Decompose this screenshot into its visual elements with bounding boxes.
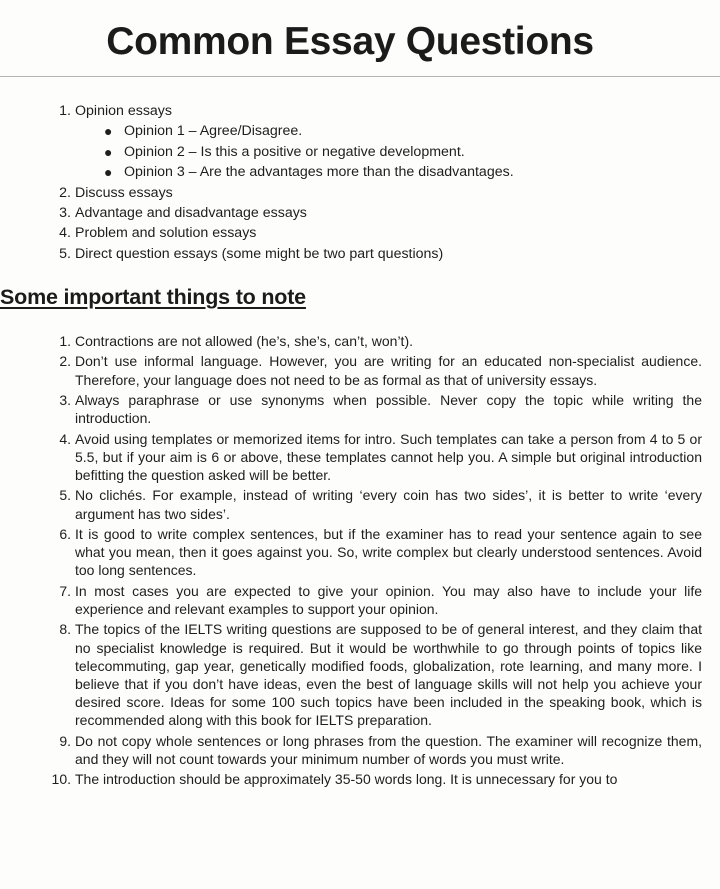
note-item [59, 430, 702, 485]
sub-item [75, 142, 695, 162]
item-number: 5. [59, 245, 71, 262]
note-text: It is good to write complex sentences, but if the examiner has to read your sentence again to see what you mean, then it goes against you. So, write complex but clearly understood sentences. Avoid too long sentences. [75, 525, 702, 579]
note-text: Contractions are not allowed (he’s, she’s, can’t, won’t). [75, 333, 413, 349]
item-text: Discuss essays [75, 184, 173, 201]
item-number: 6. [59, 525, 71, 542]
item-number: 3. [59, 205, 71, 222]
item-text: Advantage and disadvantage essays [75, 205, 307, 222]
note-text: Always paraphrase or use synonyms when possible. Never copy the topic while writing the introduction. [75, 391, 702, 427]
item-number: 2. [59, 353, 71, 370]
note-item [59, 620, 702, 729]
item-number: 3. [59, 391, 71, 408]
bullet-icon: ● [104, 143, 113, 160]
note-text: In most cases you are expected to give your opinion. You may also have to include your life experience and relevant examples to support your opinion. [75, 582, 702, 617]
list-item [59, 244, 695, 264]
item-number: 7. [59, 582, 71, 599]
list-item [59, 203, 695, 223]
item-text: Opinion essays [75, 103, 172, 119]
note-item [59, 525, 702, 580]
list-item [59, 223, 695, 243]
bullet-icon: ● [104, 123, 113, 140]
item-number: 4. [59, 430, 71, 447]
sub-item [75, 162, 695, 182]
note-item [59, 582, 702, 618]
section-heading: Some important things to note [0, 285, 306, 309]
item-number: 1. [59, 103, 71, 119]
item-number: 4. [59, 225, 71, 242]
essay-types-list [59, 101, 695, 264]
item-number: 1. [59, 333, 71, 349]
sub-item-text: Opinion 1 – Agree/Disagree. [124, 123, 303, 140]
page-title: Common Essay Questions [106, 20, 594, 63]
item-number: 10. [51, 771, 71, 788]
list-item [59, 101, 695, 183]
opinion-subtypes-list [75, 121, 695, 182]
sub-item-text: Opinion 3 – Are the advantages more than the disadvantages. [124, 164, 514, 181]
note-text: Avoid using templates or memorized items for intro. Such templates can take a person from 4 to 5 or 5.5, but if your aim is 6 or above, these templates cannot help you. A simple but original introduction befitting the question asked will be better. [75, 430, 702, 483]
note-item [59, 486, 702, 522]
note-item [59, 391, 702, 427]
sub-item [75, 121, 695, 141]
note-text: The introduction should be approximately 35-50 words long. It is unnecessary for you to [75, 771, 618, 788]
item-number: 5. [59, 487, 71, 504]
title-divider [0, 76, 720, 77]
item-number: 8. [59, 621, 71, 638]
note-text: Do not copy whole sentences or long phrases from the question. The examiner will recognize them, and they will not count towards your minimum number of words you must write. [75, 732, 702, 767]
note-item [59, 732, 702, 768]
item-number: 2. [59, 184, 71, 201]
list-item [59, 183, 695, 203]
note-item [59, 332, 702, 350]
note-item [59, 352, 702, 388]
item-text: Direct question essays (some might be two part questions) [75, 245, 444, 262]
note-text: No clichés. For example, instead of writing ‘every coin has two sides’, it is better to write ‘every argument has two sides’. [75, 487, 702, 522]
note-text: The topics of the IELTS writing questions are supposed to be of general interest, and they claim that no specialist knowledge is required. But it would be worthwhile to go through points of topics like telecommuting, gap year, genetically modified foods, globalization, rote learning, and many more. I believe that if you don’t have ideas, even the best of language skills will not help you achieve your desired score. Ideas for some 100 such topics have been included in the speaking book, which is recommended along with this book for IELTS preparation. [75, 621, 702, 729]
bullet-icon: ● [104, 164, 113, 181]
sub-item-text: Opinion 2 – Is this a positive or negative development. [124, 143, 465, 160]
note-item [51, 770, 702, 788]
item-text: Problem and solution essays [75, 225, 257, 242]
notes-list [51, 332, 702, 791]
item-number: 9. [59, 732, 71, 749]
note-text: Don’t use informal language. However, you are writing for an educated non-specialist audience. Therefore, your language does not need to be as formal as that of university essays. [75, 353, 702, 388]
